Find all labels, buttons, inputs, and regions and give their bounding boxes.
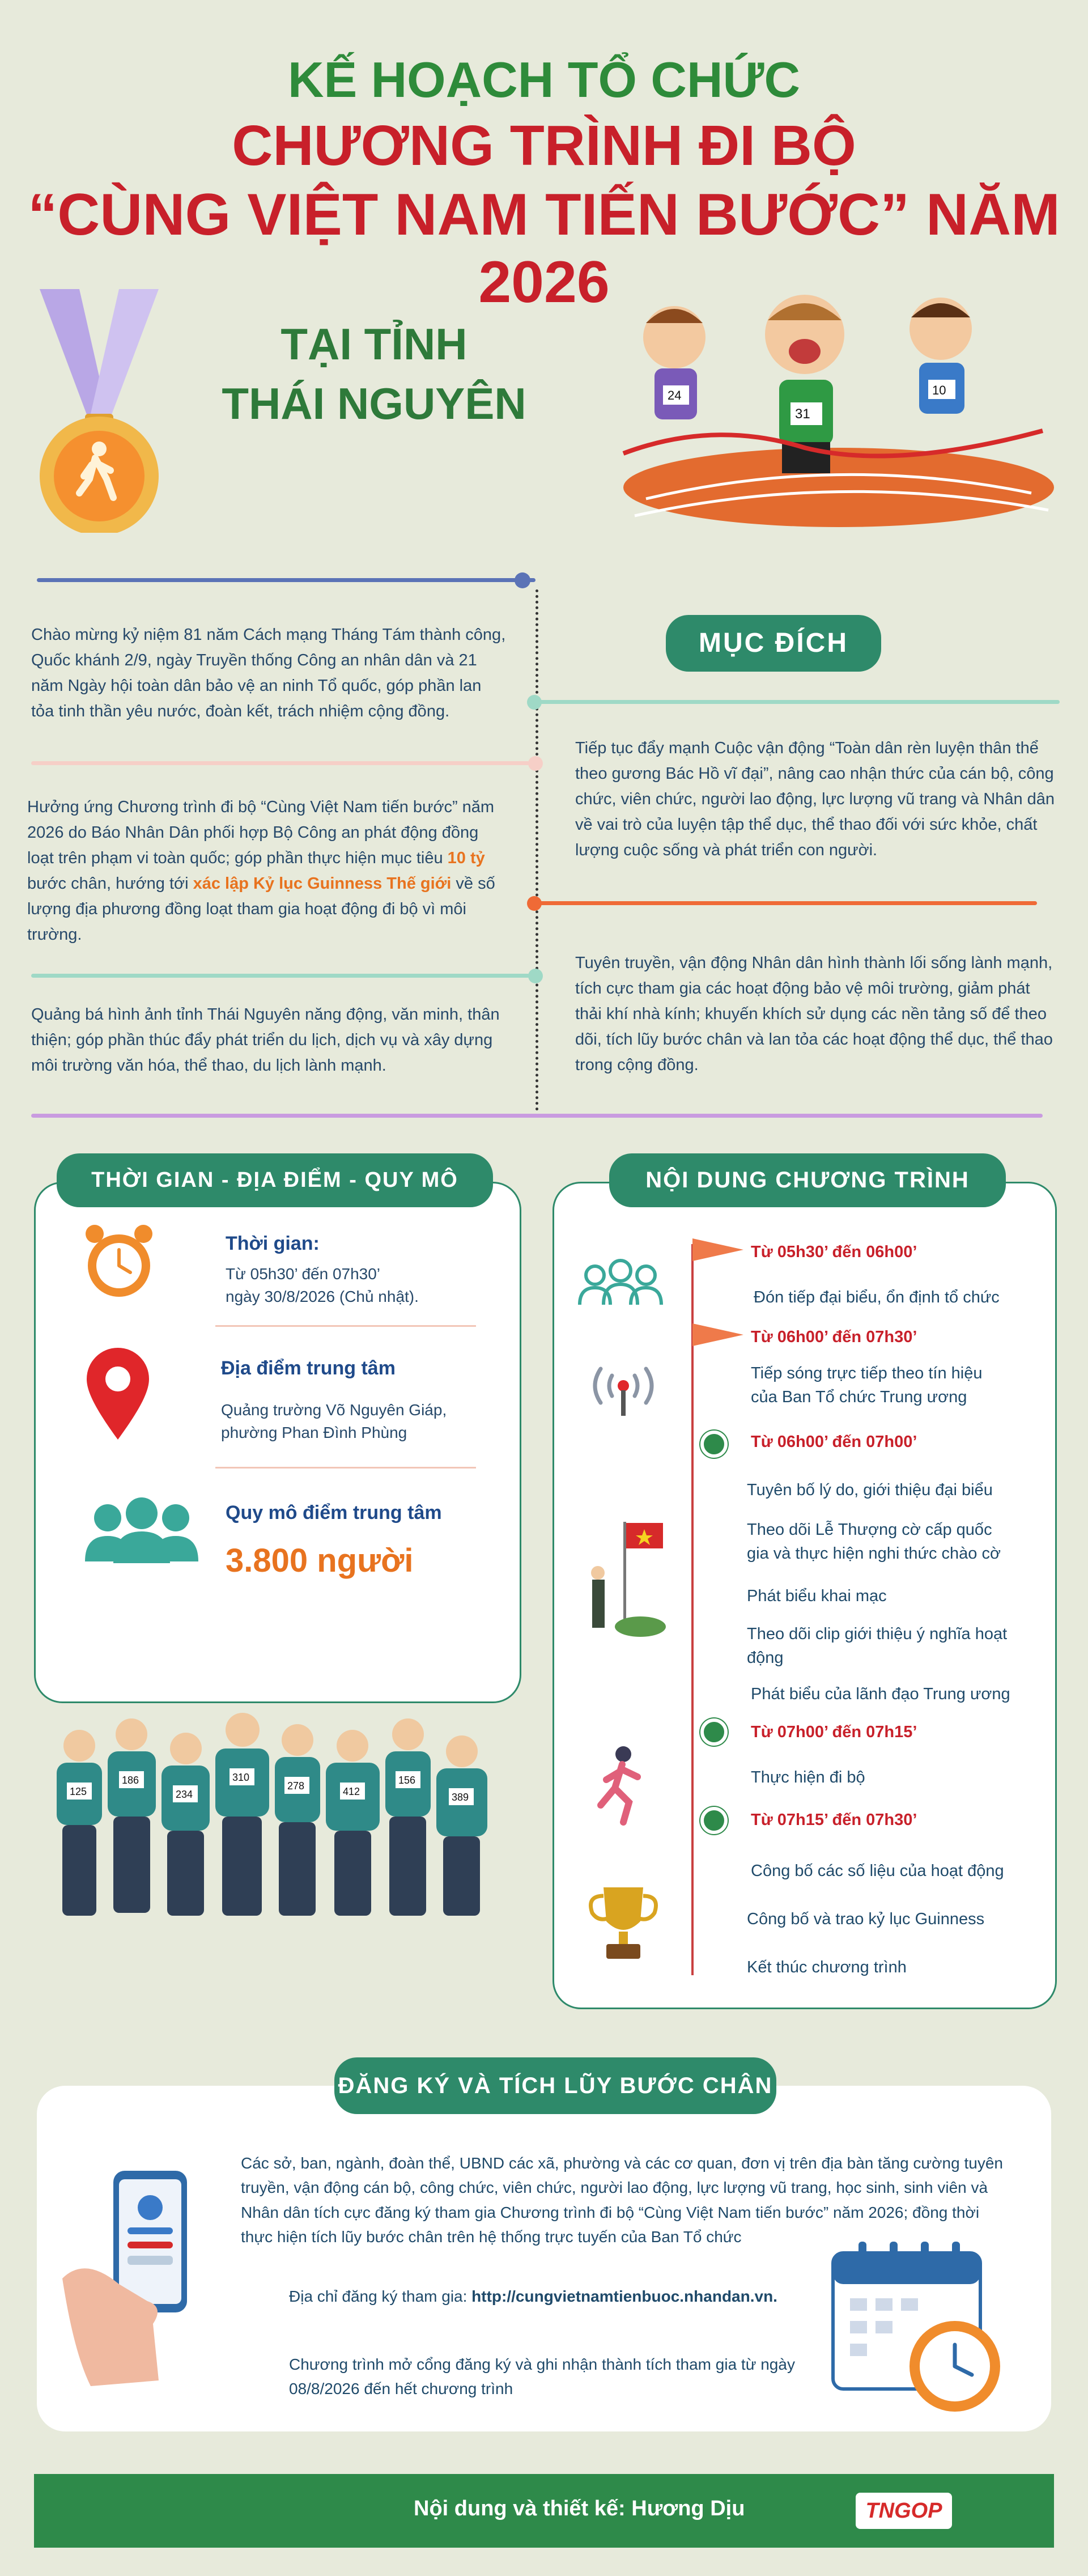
program-item: Tiếp sóng trực tiếp theo tín hiệu — [751, 1364, 983, 1382]
program-item: Theo dõi Lễ Thượng cờ cấp quốc — [747, 1521, 992, 1539]
medal-walking-icon — [28, 283, 170, 533]
kids-race-illustration — [601, 283, 1060, 533]
program-time-3: Từ 06h00’ đến 07h00’ — [751, 1433, 917, 1451]
program-heading: NỘI DUNG CHƯƠNG TRÌNH — [609, 1153, 1006, 1207]
divider-dot — [527, 695, 542, 710]
purpose-heading: MỤC ĐÍCH — [666, 615, 881, 672]
walker-bib: 234 — [176, 1789, 193, 1800]
program-time-4: Từ 07h00’ đến 07h15’ — [751, 1723, 917, 1741]
divider-dot — [528, 969, 543, 983]
register-link[interactable]: http://cungvietnamtienbuoc.nhandan.vn. — [471, 2288, 777, 2305]
subtitle-line-1: TẠI TỈNH — [280, 319, 468, 369]
broadcast-icon — [584, 1352, 663, 1420]
program-axis — [691, 1244, 694, 1975]
divider-dot — [515, 572, 530, 588]
purpose-text-1: Chào mừng kỷ niệm 81 năm Cách mạng Tháng Tám thành công, Quốc khánh 2/9, ngày Truyền thống Công an nhân dân và 21 năm Ngày hội toàn dân bảo vệ an ninh Tổ quốc, góp phần lan tỏa tinh thần yêu nước, đoàn kết, trách nhiệm cộng đồng. — [31, 626, 506, 720]
divider-blue — [37, 578, 536, 582]
program-item: Thực hiện đi bộ — [751, 1768, 865, 1786]
divider-dot — [527, 896, 542, 911]
place-value-1: Quảng trường Võ Nguyên Giáp, — [221, 1401, 447, 1419]
walker-bib: 389 — [452, 1792, 469, 1803]
location-pin-icon — [84, 1346, 152, 1442]
flag-salute-icon — [584, 1510, 669, 1641]
time-dot-icon — [700, 1718, 728, 1746]
title-line-2: CHƯƠNG TRÌNH ĐI BỘ — [232, 114, 856, 177]
purpose-text-3c: bước chân, hướng tới — [27, 874, 193, 893]
program-item: Theo dõi clip giới thiệu ý nghĩa hoạt — [747, 1625, 1008, 1643]
time-flag-icon — [692, 1236, 743, 1264]
title-line-1: KẾ HOẠCH TỔ CHỨC — [287, 52, 801, 108]
time-title: Thời gian: — [226, 1233, 320, 1254]
walkers-group-illustration — [45, 1706, 499, 1921]
program-item: Phát biểu của lãnh đạo Trung ương — [751, 1685, 1010, 1703]
purpose-text-3 — [27, 795, 509, 948]
bib-24: 24 — [668, 388, 682, 402]
time-flag-icon — [692, 1321, 743, 1349]
time-dot-icon — [700, 1431, 728, 1458]
program-item: Tuyên bố lý do, giới thiệu đại biểu — [747, 1481, 993, 1499]
purpose-text-3a: Hưởng ứng Chương trình đi bộ “Cùng Việt Nam tiến bước” năm 2026 do Báo Nhân Dân phối hợp Bộ Công an phát động đồng loạt trên phạm vi toàn quốc; góp phần thực hiện mục tiêu — [27, 798, 495, 867]
people-group-icon — [82, 1496, 201, 1564]
goal-steps: 10 tỷ — [447, 848, 485, 867]
title-line-3: “CÙNG VIỆT NAM TIẾN BƯỚC” NĂM 2026 — [28, 182, 1060, 315]
program-item: động — [747, 1649, 784, 1667]
register-address — [289, 2284, 777, 2308]
walker-bib: 156 — [398, 1775, 416, 1786]
time-value-2: ngày 30/8/2026 (Chủ nhật). — [226, 1288, 419, 1305]
divider-mint — [538, 700, 1060, 704]
divider-pink — [31, 761, 530, 765]
time-value-1: Từ 05h30’ đến 07h30’ — [226, 1265, 381, 1283]
program-item: gia và thực hiện nghi thức chào cờ — [747, 1544, 1001, 1563]
program-item: Đón tiếp đại biểu, ổn định tổ chức — [754, 1288, 1000, 1306]
program-item: Công bố và trao kỷ lục Guinness — [747, 1910, 985, 1928]
program-item: Kết thúc chương trình — [747, 1958, 907, 1976]
program-item: của Ban Tổ chức Trung ương — [751, 1388, 967, 1406]
guinness-goal: xác lập Kỷ lục Guinness Thế giới — [193, 874, 452, 893]
info-heading: THỜI GIAN - ĐỊA ĐIỂM - QUY MÔ — [57, 1153, 493, 1207]
phone-register-icon — [51, 2165, 232, 2392]
walker-bib: 186 — [122, 1775, 139, 1786]
alarm-clock-icon — [82, 1221, 156, 1301]
divider-orange — [538, 901, 1037, 905]
purpose-text-4: Tuyên truyền, vận động Nhân dân hình thành lối sống lành mạnh, tích cực tham gia các hoạt động bảo vệ môi trường, giảm phát thải khí nhà kính; khuyến khích sử dụng các nền tảng số để theo dõi, tích lũy bước chân và lan tỏa các hoạt động thể dục, thể thao trong cộng đồng. — [575, 954, 1053, 1074]
people-icon — [575, 1258, 666, 1309]
program-item: Công bố các số liệu của hoạt động — [751, 1862, 1004, 1880]
walker-bib: 125 — [70, 1786, 87, 1797]
program-item: Phát biểu khai mạc — [747, 1587, 887, 1605]
footer-credit: Nội dung và thiết kế: Hương Dịu — [414, 2497, 745, 2520]
program-time-5: Từ 07h15’ đến 07h30’ — [751, 1811, 917, 1829]
register-text: Các sở, ban, ngành, đoàn thể, UBND các xã, phường và các cơ quan, đơn vị trên địa bàn tăng cường tuyên truyền, vận động cán bộ, công chức, viên chức, người lao động, lực lượng vũ trang, học sinh, sinh viên và Nhân dân tích cực đăng ký tham gia Chương trình đi bộ “Cùng Việt Nam tiến bước” năm 2026; đồng thời thực hiện tích lũy bước chân trên hệ thống trực tuyến của Ban Tổ chức — [241, 2154, 1003, 2246]
scale-title: Quy mô điểm trung tâm — [226, 1502, 442, 1523]
divider-purple — [31, 1114, 1043, 1118]
trophy-icon — [584, 1882, 663, 1967]
place-value-2: phường Phan Đình Phùng — [221, 1424, 407, 1441]
divider-dot — [528, 756, 543, 771]
time-dot-icon — [700, 1807, 728, 1834]
program-time-2: Từ 06h00’ đến 07h30’ — [751, 1328, 917, 1346]
walker-bib: 412 — [343, 1786, 360, 1797]
purpose-text-3e: về số lượng địa phương đồng loạt tham gia hoạt động đi bộ vì môi trường. — [27, 874, 495, 944]
scale-value: 3.800 người — [226, 1542, 414, 1579]
info-separator — [215, 1467, 476, 1469]
register-address-label: Địa chỉ đăng ký tham gia: — [289, 2288, 472, 2305]
purpose-text-5: Quảng bá hình ảnh tỉnh Thái Nguyên năng động, văn minh, thân thiện; góp phần thúc đẩy phát triển du lịch, dịch vụ và xây dựng môi trường văn hóa, thể thao, du lịch lành mạnh. — [31, 1005, 500, 1075]
runner-icon — [589, 1743, 652, 1828]
calendar-clock-icon — [827, 2236, 1009, 2417]
register-period: Chương trình mở cổng đăng ký và ghi nhận thành tích tham gia từ ngày 08/8/2026 đến hết chương trình — [289, 2356, 795, 2398]
subtitle-line-2: THÁI NGUYÊN — [222, 379, 526, 428]
info-separator — [215, 1325, 476, 1327]
place-title: Địa điểm trung tâm — [221, 1357, 396, 1379]
timeline-axis — [536, 589, 538, 1111]
program-time-1: Từ 05h30’ đến 06h00’ — [751, 1243, 917, 1261]
walker-bib: 278 — [287, 1780, 305, 1792]
newspaper-logo: TNGOP — [856, 2493, 952, 2529]
register-heading: ĐĂNG KÝ VÀ TÍCH LŨY BƯỚC CHÂN — [334, 2057, 776, 2114]
walker-bib: 310 — [232, 1772, 250, 1783]
bib-31: 31 — [795, 406, 810, 422]
divider-mint-2 — [31, 974, 530, 978]
purpose-text-2: Tiếp tục đẩy mạnh Cuộc vận động “Toàn dân rèn luyện thân thể theo gương Bác Hồ vĩ đại”, nâng cao nhận thức của cán bộ, công chức, viên chức, người lao động, lực lượng vũ trang và Nhân dân về vai trò của luyện tập thể dục, thể thao đối với sức khỏe, chất lượng cuộc sống và phát triển con người. — [575, 739, 1055, 859]
bib-10: 10 — [932, 383, 946, 397]
